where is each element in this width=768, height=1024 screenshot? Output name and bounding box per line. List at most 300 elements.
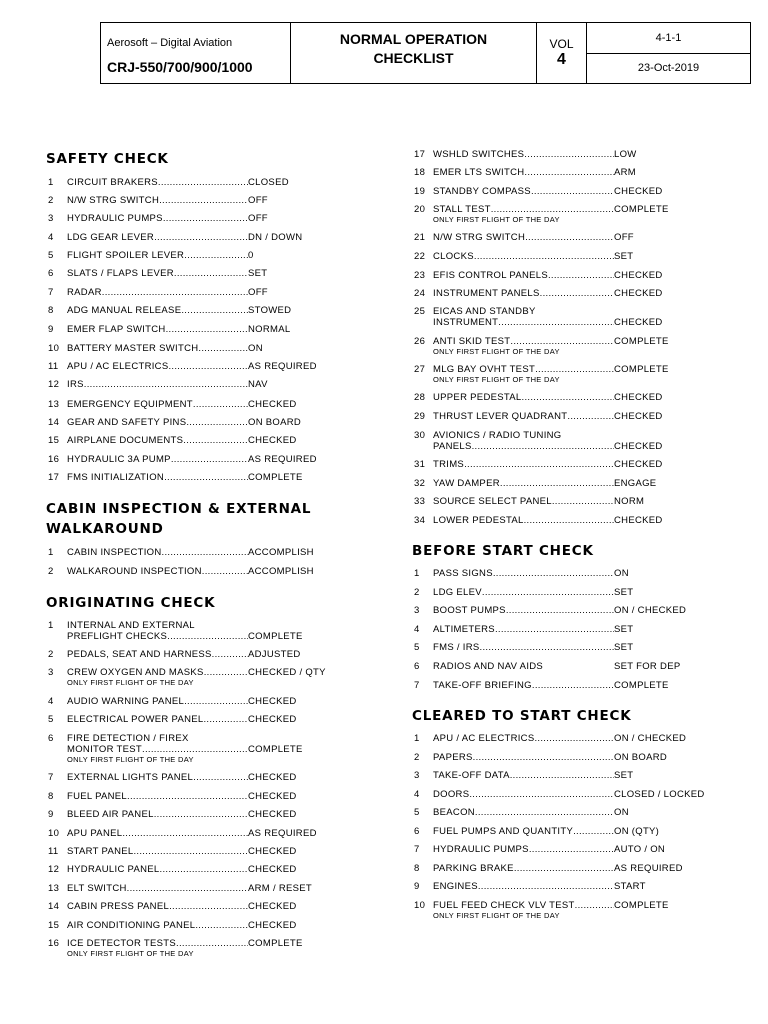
item-label: FMS / IRS bbox=[433, 642, 480, 653]
item-label: TAKE-OFF DATA bbox=[433, 770, 510, 781]
item-label-row bbox=[433, 661, 614, 672]
item-label-row bbox=[433, 251, 614, 262]
item-value: CHECKED bbox=[248, 809, 297, 820]
header-left-cell bbox=[101, 23, 291, 83]
item-label-row bbox=[433, 149, 614, 160]
item-label: CLOCKS bbox=[433, 251, 474, 262]
item-label-row bbox=[433, 411, 614, 422]
item-number: 4 bbox=[48, 696, 54, 707]
item-label: EMER LTS SWITCH bbox=[433, 167, 525, 178]
item-number: 14 bbox=[48, 417, 60, 428]
item-number: 2 bbox=[414, 752, 420, 763]
item-label-row bbox=[433, 807, 614, 818]
item-label: TAKE-OFF BRIEFING bbox=[433, 680, 532, 691]
item-note: ONLY FIRST FLIGHT OF THE DAY bbox=[433, 215, 560, 224]
item-label: PEDALS, SEAT AND HARNESS bbox=[67, 649, 212, 660]
item-value: CHECKED bbox=[248, 846, 297, 857]
item-number: 3 bbox=[48, 667, 54, 678]
item-value: DN / DOWN bbox=[248, 232, 303, 243]
item-label: ELT SWITCH bbox=[67, 883, 127, 894]
revision-date: 23-Oct-2019 bbox=[637, 62, 700, 75]
item-label: FUEL PUMPS AND QUANTITY bbox=[433, 826, 574, 837]
dot-leader bbox=[573, 826, 614, 837]
item-label-row bbox=[67, 791, 248, 802]
item-note: ONLY FIRST FLIGHT OF THE DAY bbox=[67, 755, 194, 764]
item-number: 2 bbox=[48, 195, 54, 206]
item-number: 27 bbox=[414, 364, 426, 375]
dot-leader bbox=[176, 938, 248, 949]
item-body bbox=[433, 807, 673, 818]
item-value: ON (QTY) bbox=[614, 826, 660, 837]
dot-leader bbox=[540, 288, 614, 299]
item-value: CHECKED bbox=[248, 864, 297, 875]
item-number: 12 bbox=[48, 379, 60, 390]
dot-leader bbox=[531, 186, 614, 197]
item-note: ONLY FIRST FLIGHT OF THE DAY bbox=[433, 911, 560, 920]
item-number: 1 bbox=[48, 177, 54, 188]
item-label: FUEL PANEL bbox=[67, 791, 128, 802]
item-value: COMPLETE bbox=[248, 744, 303, 755]
item-label: WSHLD SWITCHES bbox=[433, 149, 525, 160]
item-label: EMERGENCY EQUIPMENT bbox=[67, 399, 193, 410]
dot-leader bbox=[552, 496, 614, 507]
item-label: ENGINES bbox=[433, 881, 478, 892]
item-number: 6 bbox=[48, 733, 54, 744]
item-label-row bbox=[67, 547, 248, 558]
item-number: 8 bbox=[48, 305, 54, 316]
dot-leader bbox=[491, 204, 614, 215]
item-number: 8 bbox=[48, 791, 54, 802]
item-value: NORMAL bbox=[248, 324, 291, 335]
item-value: COMPLETE bbox=[614, 204, 669, 215]
item-number: 24 bbox=[414, 288, 426, 299]
dot-leader bbox=[160, 864, 249, 875]
dot-leader bbox=[186, 417, 248, 428]
item-value: CHECKED bbox=[614, 270, 663, 281]
section-title-cleared-to-start: CLEARED TO START CHECK bbox=[412, 708, 632, 724]
item-label-row bbox=[67, 305, 248, 316]
item-body bbox=[67, 343, 307, 354]
item-number: 16 bbox=[48, 454, 60, 465]
item-value: SET FOR DEP bbox=[614, 661, 681, 672]
item-number: 2 bbox=[414, 587, 420, 598]
item-label: STALL TEST bbox=[433, 204, 491, 215]
item-label-row bbox=[67, 809, 248, 820]
item-label-row bbox=[433, 605, 614, 616]
item-value: ON BOARD bbox=[248, 417, 302, 428]
item-label: IRS bbox=[67, 379, 84, 390]
item-label: MLG BAY OVHT TEST bbox=[433, 364, 536, 375]
item-label-row bbox=[67, 828, 248, 839]
dot-leader bbox=[202, 566, 248, 577]
dot-leader bbox=[548, 270, 614, 281]
dot-leader bbox=[524, 515, 614, 526]
item-label: LDG GEAR LEVER bbox=[67, 232, 155, 243]
item-number: 11 bbox=[48, 846, 59, 857]
item-label-row bbox=[433, 770, 614, 781]
item-note: ONLY FIRST FLIGHT OF THE DAY bbox=[67, 949, 194, 958]
item-label-row bbox=[67, 631, 248, 642]
item-label: N/W STRG SWITCH bbox=[67, 195, 160, 206]
item-label: BEACON bbox=[433, 807, 475, 818]
item-value: CHECKED bbox=[614, 317, 663, 328]
item-value: CLOSED / LOCKED bbox=[614, 789, 705, 800]
dot-leader bbox=[171, 454, 248, 465]
item-number: 15 bbox=[48, 920, 60, 931]
item-label: CREW OXYGEN AND MASKS bbox=[67, 667, 204, 678]
item-label: APU PANEL bbox=[67, 828, 123, 839]
dot-leader bbox=[532, 680, 614, 691]
dot-leader bbox=[162, 547, 248, 558]
item-label: PAPERS bbox=[433, 752, 473, 763]
item-label-row bbox=[67, 864, 248, 875]
item-number: 17 bbox=[414, 149, 426, 160]
item-label: APU / AC ELECTRICS bbox=[433, 733, 535, 744]
item-label: START PANEL bbox=[67, 846, 134, 857]
item-value: ON / CHECKED bbox=[614, 605, 687, 616]
item-label-line-1: AVIONICS / RADIO TUNING bbox=[433, 430, 562, 441]
item-label-row bbox=[433, 587, 614, 598]
dot-leader bbox=[522, 392, 615, 403]
item-number: 6 bbox=[414, 826, 420, 837]
item-label: CABIN INSPECTION bbox=[67, 547, 162, 558]
item-value: AUTO / ON bbox=[614, 844, 666, 855]
item-value: ON bbox=[614, 568, 629, 579]
item-value: CHECKED bbox=[614, 515, 663, 526]
title-line-2: CHECKLIST bbox=[373, 50, 454, 66]
item-value: SET bbox=[614, 770, 634, 781]
item-label: EMER FLAP SWITCH bbox=[67, 324, 166, 335]
item-number: 2 bbox=[48, 566, 54, 577]
dot-leader bbox=[122, 828, 248, 839]
item-label-row bbox=[433, 900, 614, 911]
item-value: CHECKED bbox=[614, 411, 663, 422]
item-label: FMS INITIALIZATION bbox=[67, 472, 165, 483]
item-label: HYDRAULIC PUMPS bbox=[433, 844, 529, 855]
item-value: START bbox=[614, 881, 646, 892]
item-label: LOWER PEDESTAL bbox=[433, 515, 524, 526]
item-label: APU / AC ELECTRICS bbox=[67, 361, 169, 372]
item-label-row bbox=[433, 752, 614, 763]
dot-leader bbox=[195, 920, 248, 931]
item-label-row bbox=[433, 733, 614, 744]
dot-leader bbox=[480, 642, 614, 653]
item-label-row bbox=[67, 846, 248, 857]
item-label: ICE DETECTOR TESTS bbox=[67, 938, 177, 949]
item-label: BOOST PUMPS bbox=[433, 605, 506, 616]
item-number: 31 bbox=[414, 459, 426, 470]
item-number: 23 bbox=[414, 270, 426, 281]
item-value: CHECKED / QTY bbox=[248, 667, 326, 678]
item-label-row bbox=[67, 361, 248, 372]
dot-leader bbox=[169, 901, 248, 912]
item-body bbox=[67, 379, 307, 390]
item-number: 6 bbox=[414, 661, 420, 672]
item-label-row bbox=[67, 901, 248, 912]
item-label: GEAR AND SAFETY PINS bbox=[67, 417, 187, 428]
item-number: 5 bbox=[48, 250, 54, 261]
item-number: 20 bbox=[414, 204, 426, 215]
dot-leader bbox=[514, 863, 614, 874]
item-value: ACCOMPLISH bbox=[248, 566, 314, 577]
dot-leader bbox=[183, 435, 248, 446]
dot-leader bbox=[181, 305, 248, 316]
item-body bbox=[433, 149, 673, 160]
dot-leader bbox=[198, 343, 248, 354]
item-value: CHECKED bbox=[614, 459, 663, 470]
item-note: ONLY FIRST FLIGHT OF THE DAY bbox=[433, 347, 560, 356]
dot-leader bbox=[524, 149, 614, 160]
item-label-row bbox=[433, 288, 614, 299]
item-value: COMPLETE bbox=[614, 900, 669, 911]
dot-leader bbox=[567, 411, 614, 422]
item-number: 7 bbox=[414, 680, 420, 691]
item-label-line-1: INTERNAL AND EXTERNAL bbox=[67, 620, 195, 631]
item-label: EFIS CONTROL PANELS bbox=[433, 270, 548, 281]
item-label: LDG ELEV bbox=[433, 587, 482, 598]
dot-leader bbox=[525, 232, 614, 243]
item-body bbox=[67, 213, 307, 224]
item-value: CHECKED bbox=[614, 186, 663, 197]
dot-leader bbox=[193, 399, 248, 410]
item-label-line-1: FIRE DETECTION / FIREX bbox=[67, 733, 189, 744]
item-label-row bbox=[433, 186, 614, 197]
item-value: OFF bbox=[248, 287, 268, 298]
item-label: AIR CONDITIONING PANEL bbox=[67, 920, 196, 931]
item-note: ONLY FIRST FLIGHT OF THE DAY bbox=[67, 678, 194, 687]
dot-leader bbox=[475, 807, 614, 818]
item-label: ALTIMETERS bbox=[433, 624, 495, 635]
item-label: AUDIO WARNING PANEL bbox=[67, 696, 185, 707]
item-value: OFF bbox=[614, 232, 634, 243]
reference-cell bbox=[587, 23, 750, 83]
item-value: ON bbox=[614, 807, 629, 818]
item-number: 18 bbox=[414, 167, 426, 178]
item-value: ADJUSTED bbox=[248, 649, 301, 660]
item-value: ON bbox=[248, 343, 263, 354]
item-label-row bbox=[67, 566, 248, 577]
item-label: STANDBY COMPASS bbox=[433, 186, 531, 197]
item-number: 9 bbox=[414, 881, 420, 892]
page-reference: 4-1-1 bbox=[587, 23, 750, 54]
item-label: AIRPLANE DOCUMENTS bbox=[67, 435, 184, 446]
item-value: AS REQUIRED bbox=[248, 454, 317, 465]
item-number: 33 bbox=[414, 496, 426, 507]
dot-leader bbox=[478, 881, 614, 892]
item-label-row bbox=[67, 343, 248, 354]
dot-leader bbox=[473, 752, 614, 763]
item-label-row bbox=[67, 232, 248, 243]
item-value: CHECKED bbox=[248, 435, 297, 446]
item-value: ACCOMPLISH bbox=[248, 547, 314, 558]
item-label-row bbox=[67, 772, 248, 783]
item-label: MONITOR TEST bbox=[67, 744, 143, 755]
item-value: ARM / RESET bbox=[248, 883, 313, 894]
dot-leader bbox=[127, 791, 248, 802]
item-value: CHECKED bbox=[248, 696, 297, 707]
section-title-before-start: BEFORE START CHECK bbox=[412, 543, 594, 559]
item-number: 5 bbox=[414, 642, 420, 653]
item-value: CHECKED bbox=[248, 399, 297, 410]
item-label: INSTRUMENT PANELS bbox=[433, 288, 540, 299]
item-label: INSTRUMENT bbox=[433, 317, 499, 328]
item-label-row bbox=[433, 881, 614, 892]
item-label-row bbox=[67, 213, 248, 224]
item-body bbox=[433, 642, 673, 653]
item-number: 28 bbox=[414, 392, 426, 403]
item-value: AS REQUIRED bbox=[248, 361, 317, 372]
item-value: AS REQUIRED bbox=[248, 828, 317, 839]
item-label-row bbox=[433, 167, 614, 178]
item-label-row bbox=[67, 714, 248, 725]
item-number: 7 bbox=[48, 772, 54, 783]
item-label-row bbox=[433, 642, 614, 653]
dot-leader bbox=[469, 789, 614, 800]
dot-leader bbox=[154, 809, 248, 820]
item-label-row bbox=[433, 496, 614, 507]
item-value: CHECKED bbox=[614, 288, 663, 299]
item-label-row bbox=[433, 624, 614, 635]
dot-leader bbox=[193, 772, 248, 783]
volume-cell bbox=[537, 23, 587, 83]
dot-leader bbox=[84, 379, 248, 390]
item-label: RADIOS AND NAV AIDS bbox=[433, 661, 544, 672]
item-value: CHECKED bbox=[248, 714, 297, 725]
item-value: STOWED bbox=[248, 305, 292, 316]
item-body bbox=[433, 624, 673, 635]
item-number: 10 bbox=[48, 343, 60, 354]
item-number: 3 bbox=[414, 770, 420, 781]
item-number: 5 bbox=[48, 714, 54, 725]
item-number: 4 bbox=[48, 232, 54, 243]
item-label: PANELS bbox=[433, 441, 472, 452]
item-value: AS REQUIRED bbox=[614, 863, 683, 874]
item-label-row bbox=[67, 250, 248, 261]
item-number: 1 bbox=[414, 733, 420, 744]
item-number: 21 bbox=[414, 232, 426, 243]
item-number: 32 bbox=[414, 478, 426, 489]
dot-leader bbox=[203, 714, 248, 725]
dot-leader bbox=[164, 472, 248, 483]
item-label-row bbox=[67, 177, 248, 188]
item-number: 2 bbox=[48, 649, 54, 660]
section-title-safety: SAFETY CHECK bbox=[46, 151, 169, 167]
item-label-row bbox=[67, 379, 248, 390]
item-label: PASS SIGNS bbox=[433, 568, 493, 579]
item-value: NAV bbox=[248, 379, 268, 390]
item-label-row bbox=[433, 826, 614, 837]
item-label: ADG MANUAL RELEASE bbox=[67, 305, 182, 316]
section-title-cabin-line-2: WALKAROUND bbox=[46, 521, 164, 537]
dot-leader bbox=[204, 667, 248, 678]
dot-leader bbox=[510, 336, 614, 347]
dot-leader bbox=[464, 459, 614, 470]
item-number: 3 bbox=[414, 605, 420, 616]
company-name: Aerosoft – Digital Aviation bbox=[107, 37, 233, 49]
item-label-row bbox=[67, 938, 248, 949]
dot-leader bbox=[184, 696, 248, 707]
item-label-row bbox=[433, 317, 614, 328]
item-number: 30 bbox=[414, 430, 426, 441]
item-label-row bbox=[67, 472, 248, 483]
item-number: 1 bbox=[48, 547, 54, 558]
item-label-row bbox=[67, 399, 248, 410]
dot-leader bbox=[154, 232, 248, 243]
dot-leader bbox=[493, 568, 614, 579]
item-label-row bbox=[433, 232, 614, 243]
item-label: ELECTRICAL POWER PANEL bbox=[67, 714, 204, 725]
dot-leader bbox=[133, 846, 248, 857]
item-number: 6 bbox=[48, 268, 54, 279]
dot-leader bbox=[163, 213, 248, 224]
dot-leader bbox=[500, 478, 614, 489]
item-label-row bbox=[67, 435, 248, 446]
item-label-row bbox=[433, 336, 614, 347]
item-value: NORM bbox=[614, 496, 645, 507]
item-label: CIRCUIT BRAKERS bbox=[67, 177, 158, 188]
item-label: WALKAROUND INSPECTION bbox=[67, 566, 202, 577]
item-label: HYDRAULIC 3A PUMP bbox=[67, 454, 171, 465]
item-label-row bbox=[67, 324, 248, 335]
item-label-row bbox=[433, 204, 614, 215]
item-note: ONLY FIRST FLIGHT OF THE DAY bbox=[433, 375, 560, 384]
dot-leader bbox=[174, 268, 248, 279]
item-number: 22 bbox=[414, 251, 426, 262]
dot-leader bbox=[159, 195, 248, 206]
dot-leader bbox=[167, 631, 248, 642]
item-label: PREFLIGHT CHECKS bbox=[67, 631, 168, 642]
item-label: DOORS bbox=[433, 789, 470, 800]
item-number: 34 bbox=[414, 515, 426, 526]
item-number: 17 bbox=[48, 472, 60, 483]
dot-leader bbox=[482, 587, 614, 598]
item-label: FUEL FEED CHECK VLV TEST bbox=[433, 900, 575, 911]
item-value: OFF bbox=[248, 213, 268, 224]
item-value: 0 bbox=[248, 250, 254, 261]
item-number: 13 bbox=[48, 883, 60, 894]
item-label-row bbox=[67, 454, 248, 465]
item-label: CABIN PRESS PANEL bbox=[67, 901, 170, 912]
item-value: ON BOARD bbox=[614, 752, 668, 763]
item-number: 5 bbox=[414, 807, 420, 818]
item-label-row bbox=[67, 287, 248, 298]
item-number: 7 bbox=[48, 287, 54, 298]
item-label-row bbox=[433, 364, 614, 375]
item-label-row bbox=[433, 789, 614, 800]
item-value: SET bbox=[614, 624, 634, 635]
item-number: 4 bbox=[414, 624, 420, 635]
item-value: CHECKED bbox=[614, 392, 663, 403]
item-value: LOW bbox=[614, 149, 637, 160]
item-label-row bbox=[433, 478, 614, 489]
section-title-cabin-line-1: CABIN INSPECTION & EXTERNAL bbox=[46, 501, 312, 517]
item-label-row bbox=[67, 696, 248, 707]
dot-leader bbox=[166, 324, 248, 335]
dot-leader bbox=[212, 649, 248, 660]
item-value: COMPLETE bbox=[614, 680, 669, 691]
item-label-row bbox=[67, 649, 248, 660]
dot-leader bbox=[535, 364, 614, 375]
item-number: 14 bbox=[48, 901, 60, 912]
item-label-row bbox=[433, 441, 614, 452]
item-label: EXTERNAL LIGHTS PANEL bbox=[67, 772, 194, 783]
item-value: COMPLETE bbox=[248, 938, 303, 949]
item-value: ARM bbox=[614, 167, 637, 178]
item-value: CHECKED bbox=[614, 441, 663, 452]
volume-label: VOL bbox=[549, 37, 574, 51]
item-label-row bbox=[433, 863, 614, 874]
item-body bbox=[433, 167, 673, 178]
